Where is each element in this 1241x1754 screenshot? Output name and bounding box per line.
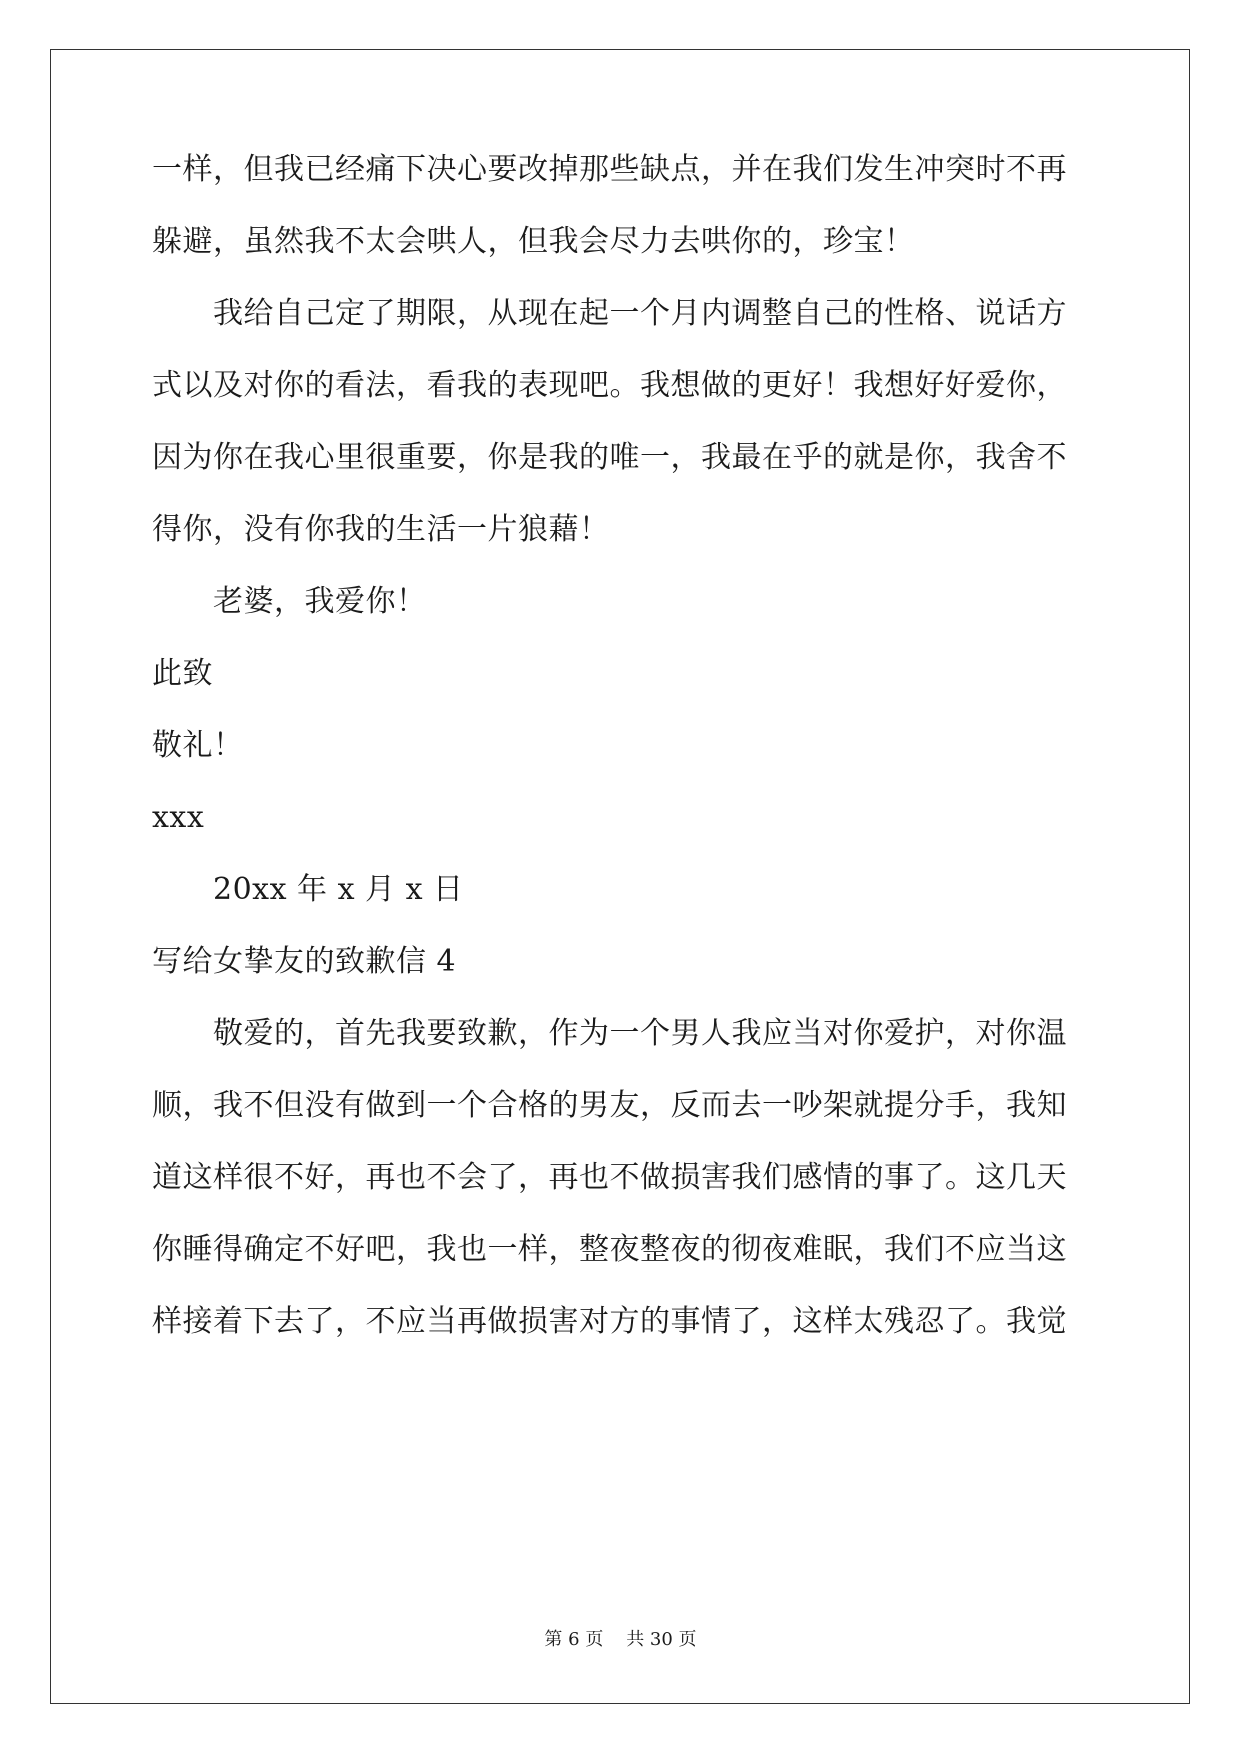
page-number-footer: 第 6 页 共 30 页 — [544, 1629, 697, 1650]
paragraph-line: 式以及对你的看法，看我的表现吧。我想做的更好！我想好好爱你， — [152, 368, 1067, 403]
paragraph-line: 因为你在我心里很重要，你是我的唯一，我最在乎的就是你，我舍不 — [152, 440, 1067, 475]
signature: xxx — [152, 800, 205, 835]
closing-salutation: 此致 — [152, 656, 213, 691]
paragraph-line: 躲避，虽然我不太会哄人，但我会尽力去哄你的，珍宝！ — [152, 224, 915, 259]
paragraph-line: 我给自己定了期限，从现在起一个月内调整自己的性格、说话方 — [213, 296, 1067, 331]
paragraph-line: 样接着下去了，不应当再做损害对方的事情了，这样太残忍了。我觉 — [152, 1304, 1067, 1339]
section-heading: 写给女挚友的致歉信 4 — [152, 944, 457, 979]
paragraph-line: 一样，但我已经痛下决心要改掉那些缺点，并在我们发生冲突时不再 — [152, 152, 1067, 187]
paragraph-line: 你睡得确定不好吧，我也一样，整夜整夜的彻夜难眠，我们不应当这 — [152, 1232, 1067, 1267]
paragraph-line: 老婆，我爱你！ — [213, 584, 427, 619]
paragraph-line: 道这样很不好，再也不会了，再也不做损害我们感情的事了。这几天 — [152, 1160, 1067, 1195]
paragraph-line: 顺，我不但没有做到一个合格的男友，反而去一吵架就提分手，我知 — [152, 1088, 1067, 1123]
letter-date: 20xx 年 x 月 x 日 — [213, 872, 464, 907]
paragraph-line: 敬爱的，首先我要致歉，作为一个男人我应当对你爱护，对你温 — [213, 1016, 1067, 1051]
closing-regards: 敬礼！ — [152, 728, 244, 763]
paragraph-line: 得你，没有你我的生活一片狼藉！ — [152, 512, 610, 547]
